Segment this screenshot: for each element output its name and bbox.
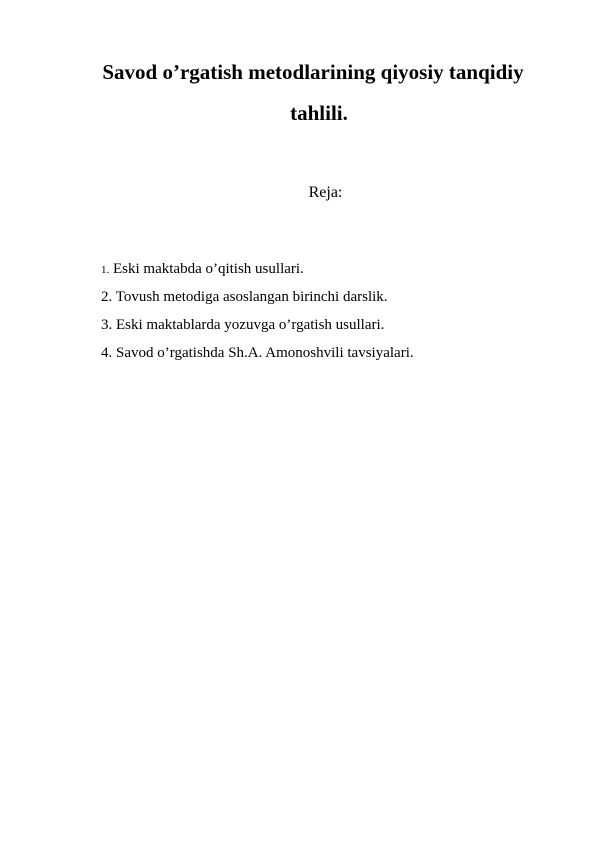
- plan-item-text: Eski maktablarda yozuvga o’rgatish usullari.: [116, 317, 385, 333]
- plan-heading: Reja:: [308, 184, 343, 201]
- plan-item-number: 1.: [101, 264, 110, 276]
- plan-item-4: [101, 343, 414, 363]
- plan-item-number: 3.: [101, 317, 113, 333]
- plan-item-number: 4.: [101, 345, 113, 361]
- plan-item-3: [101, 315, 414, 335]
- plan-item-2: [101, 287, 414, 307]
- plan-item-number: 2.: [101, 289, 113, 305]
- plan-item-text: Eski maktabda o’qitish usullari.: [113, 261, 304, 277]
- plan-item-1: [101, 259, 414, 279]
- document-title-line-1: Savod o’rgatish metodlarining qiyosiy tanqidiy: [102, 60, 524, 84]
- plan-list: [101, 259, 414, 371]
- plan-item-text: Tovush metodiga asoslangan birinchi darslik.: [115, 289, 388, 305]
- document-title-line-2: tahlili.: [290, 101, 348, 125]
- plan-item-text: Savod o’rgatishda Sh.A. Amonoshvili tavsiyalari.: [116, 345, 414, 361]
